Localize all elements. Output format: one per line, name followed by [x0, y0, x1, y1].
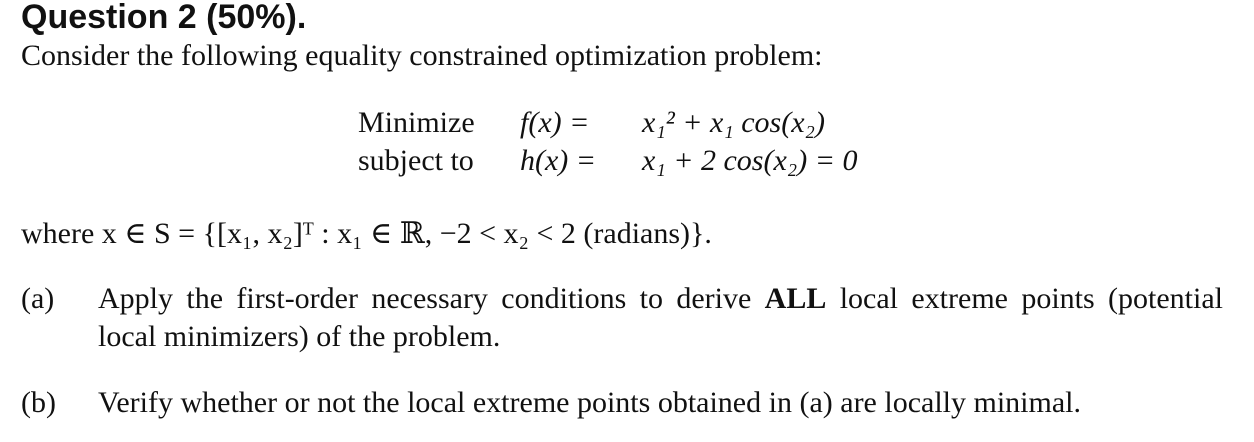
- part-a-text-before: Apply the first-order necessary conditions to derive: [98, 282, 765, 315]
- part-a-marker: (a): [21, 282, 55, 315]
- domain-definition: where x ∈ S = {[x₁, x₂]ᵀ : x₁ ∈ ℝ, −2 < x₂ < 2 (radians)}.: [21, 217, 712, 250]
- objective-rhs: x₁² + x₁ cos(x₂): [642, 106, 825, 139]
- part-a-emphasis: ALL: [764, 282, 827, 315]
- problem-intro: Consider the following equality constrained optimization problem:: [21, 39, 823, 72]
- constraint-label: subject to: [358, 144, 474, 177]
- part-b-marker: (b): [21, 386, 56, 419]
- part-a-text-after: local extreme points (potential local minimizers) of the problem.: [98, 282, 1223, 353]
- constraint-rhs: x₁ + 2 cos(x₂) = 0: [642, 144, 858, 177]
- part-a: [21, 280, 1223, 356]
- part-a-text: [98, 280, 1223, 356]
- objective-label: Minimize: [358, 106, 475, 139]
- question-heading: Question 2 (50%).: [21, 0, 307, 36]
- constraint-lhs: h(x) =: [520, 144, 597, 177]
- objective-lhs: f(x) =: [520, 106, 590, 139]
- part-b-text: Verify whether or not the local extreme points obtained in (a) are locally minimal.: [98, 386, 1081, 419]
- part-b: [21, 384, 1223, 422]
